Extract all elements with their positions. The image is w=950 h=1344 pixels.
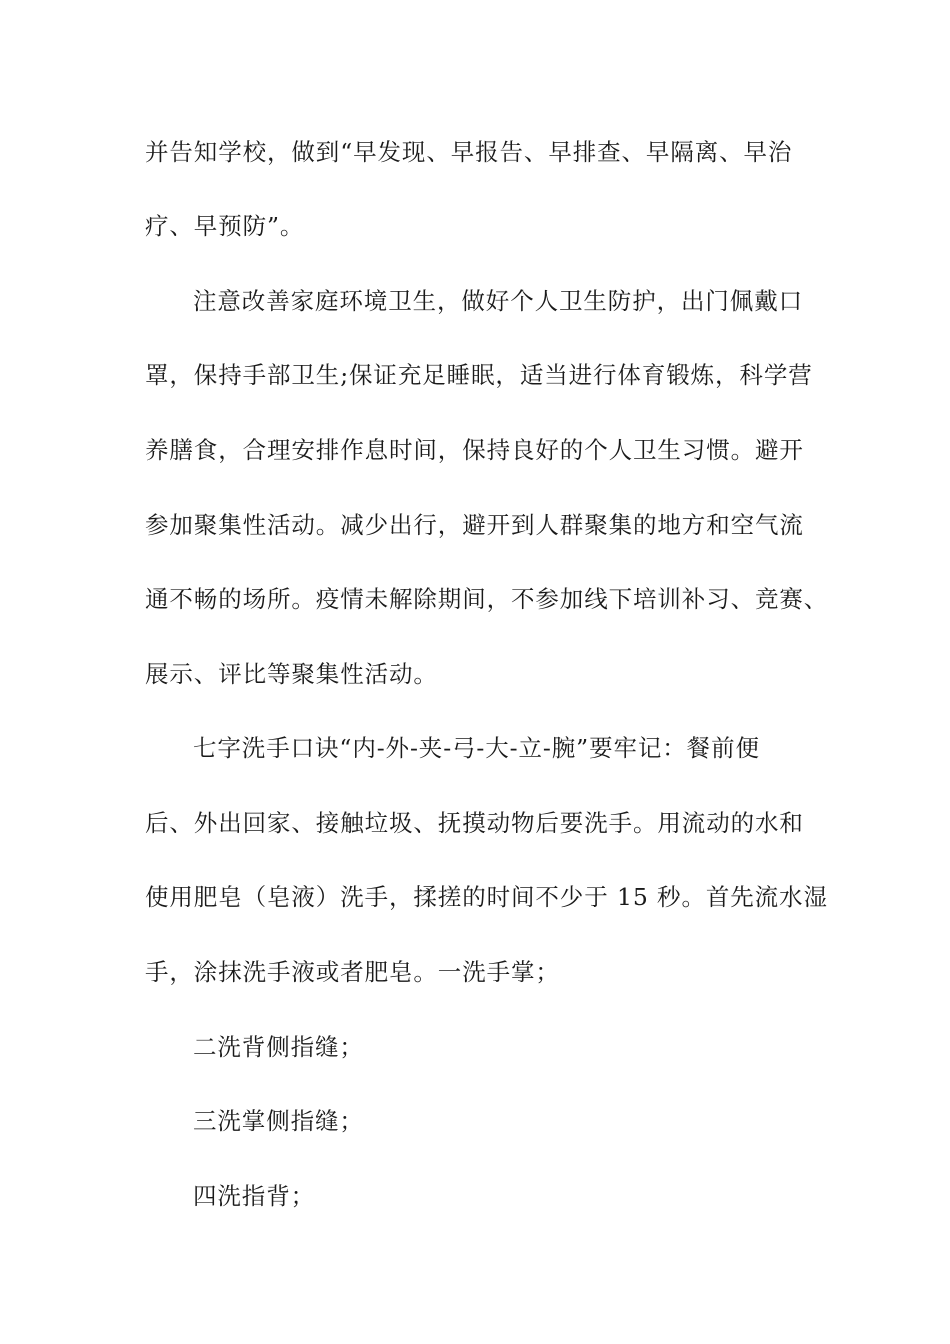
text-line: 展示、评比等聚集性活动。 <box>145 660 438 688</box>
text-line: 使用肥皂（皂液）洗手，揉搓的时间不少于 15 秒。首先流水湿 <box>145 883 828 911</box>
text-line: 通不畅的场所。疫情未解除期间，不参加线下培训补习、竞赛、 <box>145 585 829 613</box>
paragraph-start-line: 注意改善家庭环境卫生，做好个人卫生防护，出门佩戴口 <box>193 287 803 315</box>
text-line: 参加聚集性活动。减少出行，避开到人群聚集的地方和空气流 <box>145 511 804 539</box>
paragraph-start-line: 二洗背侧指缝； <box>193 1033 364 1061</box>
text-line: 疗、早预防”。 <box>145 212 305 240</box>
text-line: 并告知学校，做到“早发现、早报告、早排查、早隔离、早治 <box>145 138 793 166</box>
paragraph-start-line: 四洗指背； <box>193 1182 315 1210</box>
text-line: 罩，保持手部卫生;保证充足睡眠，适当进行体育锻炼，科学营 <box>145 361 813 389</box>
paragraph-start-line: 七字洗手口诀“内-外-夹-弓-大-立-腕”要牢记：餐前便 <box>193 734 760 762</box>
text-line: 后、外出回家、接触垃圾、抚摸动物后要洗手。用流动的水和 <box>145 809 804 837</box>
text-line: 手，涂抹洗手液或者肥皂。一洗手掌； <box>145 958 560 986</box>
paragraph-start-line: 三洗掌侧指缝； <box>193 1107 364 1135</box>
text-line: 养膳食，合理安排作息时间，保持良好的个人卫生习惯。避开 <box>145 436 804 464</box>
